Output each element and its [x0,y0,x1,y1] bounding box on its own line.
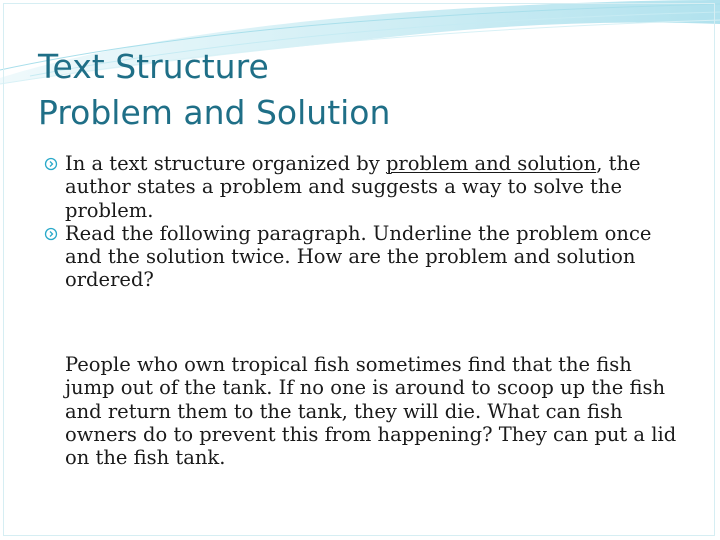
title-line-2: Problem and Solution [38,93,391,132]
bullet-item-1 [44,152,684,222]
bullet-2-text: Read the following paragraph. Underline the problem once and the solution twice. How are the problem and solution ordered? [65,221,652,292]
slide-title [38,44,678,136]
bullet-1-text-after: , the author states a problem and suggests a way to solve the problem. [65,152,641,222]
bullet-1-emphasis: problem and solution [385,152,597,175]
open-circle-arrow-icon [44,157,58,171]
bullet-list [44,152,684,292]
bullet-1-text-before: In a text structure organized by [65,152,386,175]
open-circle-arrow-icon [44,227,58,241]
example-paragraph: People who own tropical fish sometimes find that the fish jump out of the tank. If no one is around to scoop up the fish and return them to the tank, they will die. What can fish owners do to prevent this from happening? They can put a lid on the fish tank. [65,353,677,470]
title-line-1: Text Structure [38,47,269,86]
bullet-item-2 [44,222,684,292]
